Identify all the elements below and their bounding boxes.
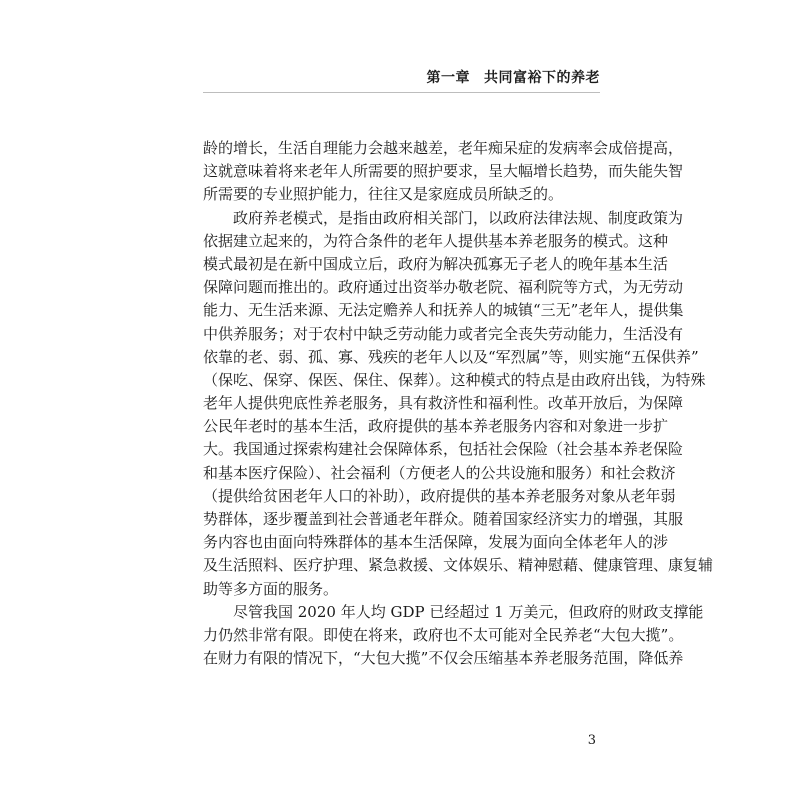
chapter-number: 第一章 xyxy=(426,70,470,86)
text-line: 所需要的专业照护能力，往往又是家庭成员所缺乏的。 xyxy=(203,185,564,204)
text-line: 老年人提供兜底性养老服务，具有救济性和福利性。改革开放后，为保障 xyxy=(203,394,684,413)
text-line: 公民年老时的基本生活，政府提供的基本养老服务内容和对象进一步扩 xyxy=(203,417,669,436)
text-line: 模式最初是在新中国成立后，政府为解决孤寡无子老人的晚年基本生活 xyxy=(203,254,669,273)
text-line: 在财力有限的情况下，“大包大揽”不仅会压缩基本养老服务范围，降低养 xyxy=(203,649,684,668)
text-line: 及生活照料、医疗护理、紧急救援、文体娱乐、精神慰藉、健康管理、康复辅 xyxy=(203,556,714,575)
text-line: 政府养老模式，是指由政府相关部门，以政府法律法规、制度政策为 xyxy=(233,208,684,227)
text-line: 尽管我国 2020 年人均 GDP 已经超过 1 万美元，但政府的财政支撑能 xyxy=(233,602,704,621)
page-number: 3 xyxy=(587,733,596,748)
text-line: 依靠的老、弱、孤、寡、残疾的老年人以及“军烈属”等，则实施“五保供养” xyxy=(203,347,699,366)
running-head xyxy=(427,67,601,87)
text-line: 依据建立起来的，为符合条件的老年人提供基本养老服务的模式。这种 xyxy=(203,231,669,250)
paragraph xyxy=(203,137,684,207)
text-line: 中供养服务；对于农村中缺乏劳动能力或者完全丧失劳动能力，生活没有 xyxy=(203,324,684,343)
text-line: 力仍然非常有限。即使在将来，政府也不太可能对全民养老“大包大揽”。 xyxy=(203,625,684,644)
text-line: （保吃、保穿、保医、保住、保葬）。这种模式的特点是由政府出钱，为特殊 xyxy=(203,370,706,389)
text-line: （提供给贫困老年人口的补助），政府提供的基本养老服务对象从老年弱 xyxy=(203,486,676,505)
header-rule xyxy=(203,92,600,93)
chapter-title: 共同富裕下的养老 xyxy=(484,70,600,86)
text-line: 龄的增长，生活自理能力会越来越差，老年痴呆症的发病率会成倍提高， xyxy=(203,139,684,157)
paragraph xyxy=(203,207,714,601)
text-line: 势群体，逐步覆盖到社会普通老年群众。随着国家经济实力的增强，其服 xyxy=(203,510,684,528)
text-line: 保障问题而推出的。政府通过出资举办敬老院、福利院等方式，为无劳动 xyxy=(203,278,684,297)
text-line: 这就意味着将来老年人所需要的照护要求，呈大幅增长趋势，而失能失智 xyxy=(203,162,684,181)
text-line: 务内容也由面向特殊群体的基本生活保障，发展为面向全体老年人的涉 xyxy=(203,533,669,552)
body-text xyxy=(203,137,714,670)
paragraph xyxy=(203,601,704,671)
text-line: 和基本医疗保险）、社会福利（方便老人的公共设施和服务）和社会救济 xyxy=(203,463,676,482)
text-line: 助等多方面的服务。 xyxy=(203,579,339,598)
text-line: 大。我国通过探索构建社会保障体系，包括社会保险（社会基本养老保险 xyxy=(203,440,684,459)
text-line: 能力、无生活来源、无法定赡养人和抚养人的城镇“三无”老年人，提供集 xyxy=(203,301,684,320)
